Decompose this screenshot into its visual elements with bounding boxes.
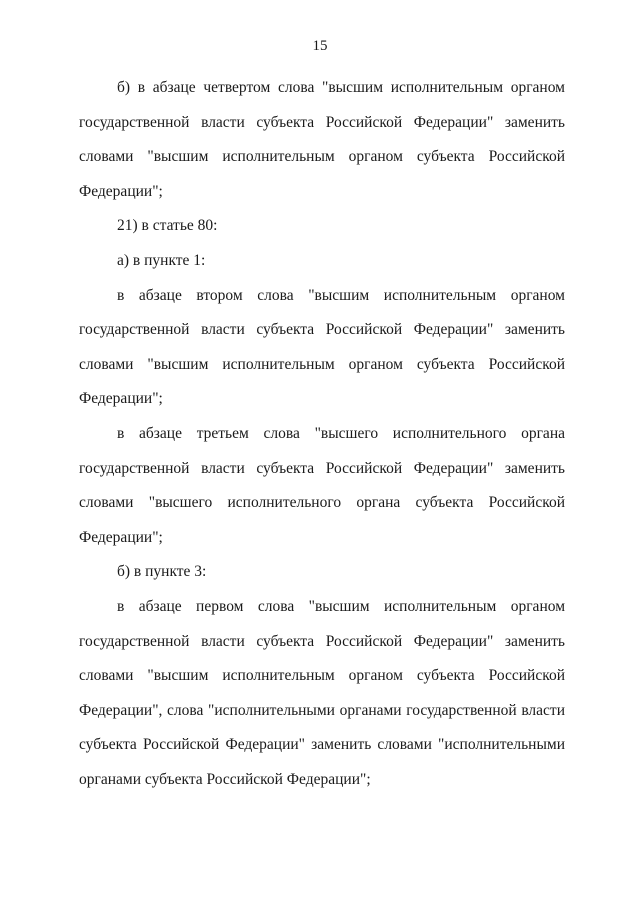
paragraph-a-point1: а) в пункте 1: [117,251,206,269]
paragraph-second-abzats: в абзаце втором слова "высшим исполнительным органом государственной власти субъекта Российской Федерации" заменить словами "высшим исполнительным органом субъекта Российской Федерации"; [79,286,565,408]
paragraph-b-item4: б) в абзаце четвертом слова "высшим исполнительным органом государственной власти субъекта Российской Федерации" заменить словами "высшим исполнительным органом субъекта Российской Федерации"; [79,79,565,200]
page-number: 15 [312,38,328,54]
paragraph-first-abzats: в абзаце первом слова "высшим исполнительным органом государственной власти субъекта Российской Федерации" заменить словами "высшим исполнительным органом субъекта Российской Федерации", слова "исполнительными органами государственной власти субъекта Российской Федерации" заменить словами "исполнительными органами субъекта Российской Федерации"; [79,597,565,788]
paragraph-third-abzats: в абзаце третьем слова "высшего исполнительного органа государственной власти субъекта Российской Федерации" заменить словами "высшего исполнительного органа субъекта Российской Федерации"; [79,424,565,546]
document-body [79,71,565,797]
paragraph-b-point3: б) в пункте 3: [117,563,207,581]
paragraph-article-80: 21) в статье 80: [117,217,218,235]
